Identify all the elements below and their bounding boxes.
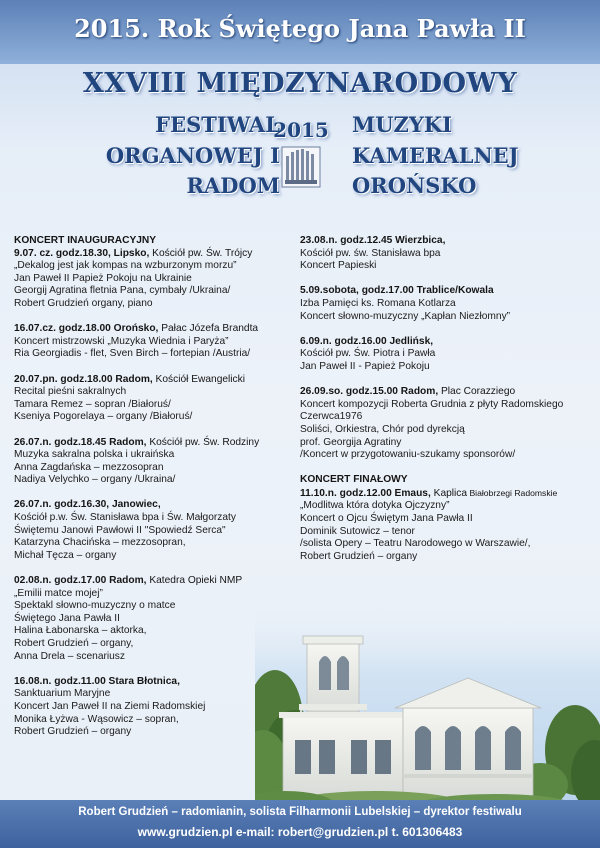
event-line: Robert Grudzień – organy,	[14, 638, 134, 649]
event-line: Jan Paweł II - Papież Pokoju	[300, 360, 430, 372]
event-emaus	[300, 487, 592, 564]
event-date-place: 26.07.n. godz.16.30, Janowiec,	[14, 499, 161, 511]
event-lipsko	[14, 248, 296, 311]
event-line: Jan Paweł II Papież Pokoju na Ukrainie	[14, 272, 192, 284]
footer-director: Robert Grudzień – radomianin, solista Filharmonii Lubelskiej – dyrektor festiwalu	[78, 806, 522, 818]
event-trablice	[300, 285, 592, 323]
event-line: Kseniya Pogorelaya – organy /Białoruś/	[14, 411, 193, 423]
event-line: Koncert kompozycji Roberta Grudnia z płyty Radomskiego	[300, 398, 564, 410]
event-line: „Dekalog jest jak kompas na wzburzonym morzu”	[14, 260, 237, 272]
event-line: Kościół pw. św. Stanisława bpa	[300, 247, 441, 259]
event-line: /Koncert w przygotowaniu-szukamy sponsorów/	[300, 449, 516, 461]
event-radom-katedra	[14, 575, 296, 663]
event-line: Monika Łyżwa - Wąsowicz – sopran,	[14, 713, 179, 725]
event-line: Nadiya Velychko – organy /Ukraina/	[14, 474, 176, 486]
event-line: Ria Georgiadis - flet, Sven Birch – fortepian /Austria/	[14, 348, 251, 360]
event-venue: Kościół pw. Św. Rodziny	[146, 436, 260, 448]
event-line: Michał Tęcza – organy	[14, 549, 117, 561]
event-date-place: 16.07.cz. godz.18.00 Orońsko,	[14, 323, 159, 335]
event-line: Muzyka sakralna polska i ukraińska	[14, 449, 175, 461]
event-line: Anna Zagdańska – mezzosopran	[14, 461, 164, 473]
footer-contact: www.grudzien.pl e-mail: robert@grudzien.pl t. 601306483	[137, 825, 463, 839]
festival-title-left-3: RADOM	[186, 173, 280, 198]
event-header: KONCERT INAUGURACYJNY	[14, 235, 157, 246]
event-line: Tamara Remez – sopran /Białoruś/	[14, 398, 171, 410]
event-line: Anna Drela – scenariusz	[14, 650, 125, 662]
event-stara-blotnica	[14, 676, 296, 739]
event-oronsko	[14, 323, 296, 361]
event-line: Recital pieśni sakralnych	[14, 386, 127, 398]
festival-title-left-1: FESTIWAL	[155, 112, 280, 137]
event-line: Koncert Papieski	[300, 260, 377, 272]
event-line: Czerwca1976	[300, 411, 363, 423]
event-line: Świętemu Janowi Pawłowi II "Spowiedź Serca"	[14, 524, 226, 536]
event-date-place: 16.08.n. godz.11.00 Stara Błotnica,	[14, 675, 180, 687]
event-venue: Kaplica	[430, 487, 468, 499]
event-radom-plac	[300, 386, 592, 462]
palace-illustration	[255, 600, 600, 810]
event-venue: Plac Corazziego	[438, 386, 516, 398]
event-date-place: 9.07. cz. godz.18.30, Lipsko,	[14, 247, 150, 259]
event-radom-ewangelicki	[14, 374, 296, 424]
event-date-place: 20.07.pn. godz.18.00 Radom,	[14, 373, 153, 385]
event-date-place: 6.09.n. godz.16.00 Jedlińsk,	[300, 335, 434, 347]
event-date-place: 02.08.n. godz.17.00 Radom,	[14, 575, 147, 587]
event-line: Koncert o Ojcu Świętym Jana Pawła II	[300, 513, 473, 525]
event-line: Robert Grudzień organy, piano	[14, 297, 153, 309]
year-title: 2015. Rok Świętego Jana Pawła II	[74, 14, 526, 43]
event-wierzbica	[300, 235, 592, 273]
event-line: „Emilii matce mojej”	[14, 587, 103, 599]
event-venue: Pałac Józefa Brandta	[158, 323, 259, 335]
event-final-heading	[300, 474, 592, 487]
event-inaugural-heading	[14, 235, 296, 248]
festival-title-left-2: ORGANOWEJ I	[105, 143, 280, 168]
event-line: Koncert mistrzowski „Muzyka Wiednia i Paryża”	[14, 335, 229, 347]
festival-title-right-3: OROŃSKO	[352, 173, 477, 198]
event-line: Koncert Jan Paweł II na Ziemi Radomskiej	[14, 700, 206, 712]
event-line: Dominik Sutowicz – tenor	[300, 525, 415, 537]
event-line: Kościół pw. Św. Piotra i Pawła	[300, 348, 436, 360]
event-venue-small: Białobrzegi Radomskie	[467, 487, 558, 498]
festival-title-right-2: KAMERALNEJ	[352, 143, 519, 168]
event-line: Spektakl słowno-muzyczny o matce	[14, 600, 176, 612]
event-venue: Kościół Ewangelicki	[152, 373, 246, 385]
event-radom-rodziny	[14, 437, 296, 487]
event-line: Izba Pamięci ks. Romana Kotlarza	[300, 297, 456, 309]
event-date-place: 11.10.n. godz.12.00 Emaus,	[300, 487, 431, 499]
event-venue: Katedra Opieki NMP	[146, 575, 243, 587]
event-line: Robert Grudzień – organy	[300, 550, 418, 562]
event-header: KONCERT FINAŁOWY	[300, 474, 408, 486]
event-line: Robert Grudzień – organy	[14, 726, 132, 738]
event-line: Kościół p.w. Św. Stanisława bpa i Św. Małgorzaty	[14, 512, 236, 524]
event-line: Halina Łabonarska – aktorka,	[14, 625, 147, 637]
event-line: Soliści, Orkiestra, Chór pod dyrekcją	[300, 423, 465, 435]
event-line: prof. Georgija Agratiny	[300, 436, 402, 448]
event-janowiec	[14, 499, 296, 562]
event-line: Katarzyna Chacińska – mezzosopran,	[14, 537, 186, 549]
event-date-place: 5.09.sobota, godz.17.00 Trablice/Kowala	[300, 285, 494, 297]
event-venue: Kościół pw. Św. Trójcy	[149, 247, 253, 259]
event-date-place: 23.08.n. godz.12.45 Wierzbica,	[300, 235, 446, 246]
event-date-place: 26.07.n. godz.18.45 Radom,	[14, 436, 147, 448]
festival-year: 2015	[273, 118, 329, 142]
event-line: „Modlitwa która dotyka Ojczyzny”	[300, 500, 450, 512]
event-line: Georgij Agratina fletnia Pana, cymbały /Ukraina/	[14, 285, 231, 297]
event-line: Świętego Jana Pawła II	[14, 612, 120, 624]
program-left-column	[14, 235, 296, 751]
program-right-column	[300, 235, 592, 576]
event-line: /solista Opery – Teatru Narodowego w Warszawie/,	[300, 538, 531, 550]
event-line: Sanktuarium Maryjne	[14, 688, 111, 700]
festival-title-right-1: MUZYKI	[352, 112, 452, 137]
event-line: Koncert słowno-muzyczny „Kapłan Niezłomny”	[300, 310, 511, 322]
event-jedlinsk	[300, 336, 592, 374]
organ-pipes-icon	[281, 146, 321, 188]
event-date-place: 26.09.so. godz.15.00 Radom,	[300, 386, 439, 398]
festival-title-main: XXVIII MIĘDZYNARODOWY	[82, 68, 518, 99]
